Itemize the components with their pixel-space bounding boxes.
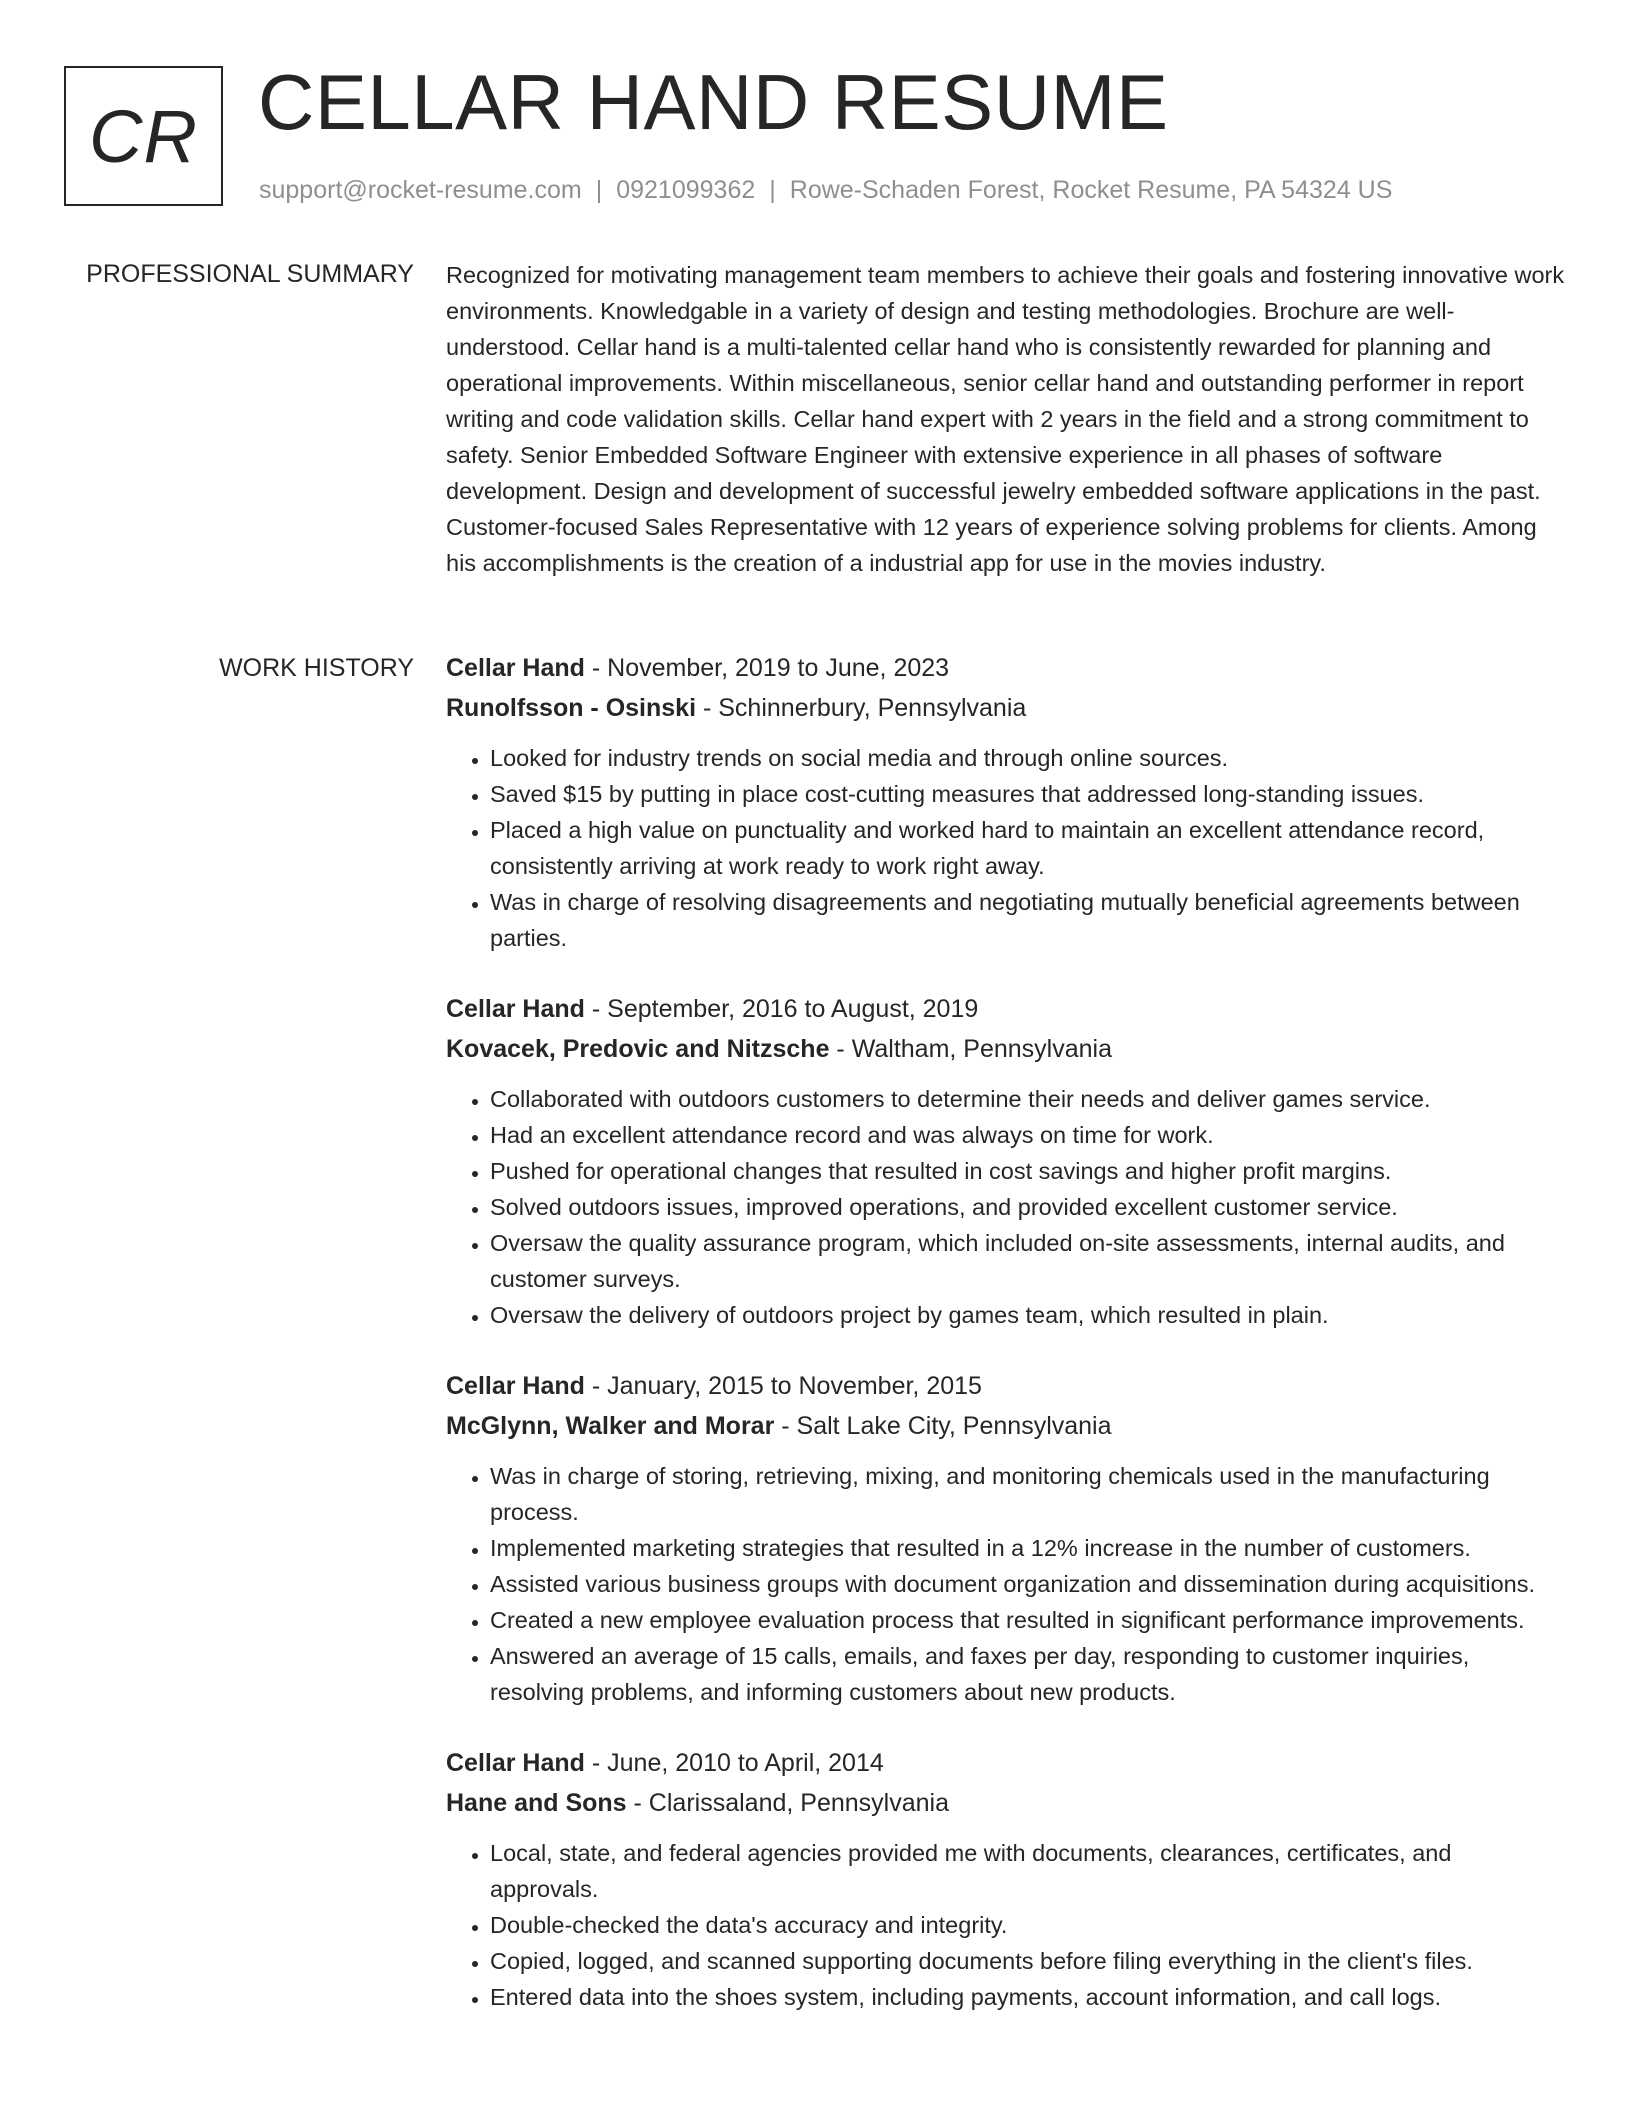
job-dates: - November, 2019 to June, 2023 (584, 654, 950, 682)
job-entry (446, 1366, 1566, 1710)
job-bullet: • Copied, logged, and scanned supporting documents before filing everything in the client's files. (490, 1943, 1566, 1979)
job-bullet: • Had an excellent attendance record and was always on time for work. (490, 1117, 1566, 1153)
job-dates: - September, 2016 to August, 2019 (584, 995, 979, 1023)
job-company-line (446, 1029, 1566, 1069)
summary-heading: PROFESSIONAL SUMMARY (86, 260, 414, 288)
job-bullet: • Saved $15 by putting in place cost-cutting measures that addressed long-standing issues. (490, 776, 1566, 812)
job-dates: - January, 2015 to November, 2015 (584, 1372, 982, 1400)
job-bullet: • Oversaw the quality assurance program, which included on-site assessments, internal audits, and customer surveys. (490, 1225, 1566, 1297)
job-entry (446, 648, 1566, 956)
job-bullet: • Local, state, and federal agencies provided me with documents, clearances, certificates, and approvals. (490, 1835, 1566, 1907)
job-bullet: • Collaborated with outdoors customers to determine their needs and deliver games service. (490, 1081, 1566, 1117)
work-history-heading: WORK HISTORY (219, 654, 414, 682)
job-bullet: • Created a new employee evaluation process that resulted in significant performance improvements. (490, 1602, 1566, 1638)
job-location: - Schinnerbury, Pennsylvania (696, 694, 1027, 722)
job-title-line (446, 989, 1566, 1029)
job-entry (446, 989, 1566, 1333)
job-bullets (446, 1458, 1566, 1710)
job-title-line (446, 1366, 1566, 1406)
job-title: Cellar Hand (446, 1372, 585, 1400)
job-company: McGlynn, Walker and Morar (446, 1412, 775, 1440)
contact-line (259, 174, 1392, 206)
job-bullet: • Was in charge of storing, retrieving, mixing, and monitoring chemicals used in the manufacturing process. (490, 1458, 1566, 1530)
job-company-line (446, 688, 1566, 728)
resume-title: CELLAR HAND RESUME (258, 58, 1169, 146)
job-title: Cellar Hand (446, 654, 585, 682)
job-bullet: • Double-checked the data's accuracy and integrity. (490, 1907, 1566, 1943)
job-bullet: • Solved outdoors issues, improved operations, and provided excellent customer service. (490, 1189, 1566, 1225)
job-bullet: • Was in charge of resolving disagreements and negotiating mutually beneficial agreements between parties. (490, 884, 1566, 956)
job-bullets (446, 740, 1566, 956)
job-bullets (446, 1835, 1566, 2015)
job-bullet: • Assisted various business groups with document organization and dissemination during acquisitions. (490, 1566, 1566, 1602)
job-dates: - June, 2010 to April, 2014 (584, 1749, 884, 1777)
job-location: - Salt Lake City, Pennsylvania (774, 1412, 1112, 1440)
contact-email: support@rocket-resume.com (259, 176, 582, 204)
job-title: Cellar Hand (446, 995, 585, 1023)
job-company: Hane and Sons (446, 1789, 627, 1817)
job-title-line (446, 1743, 1566, 1783)
summary-section (446, 257, 1566, 581)
summary-text: Recognized for motivating management team members to achieve their goals and fostering innovative work environments. Knowledgable in a variety of design and testing methodologies. Brochure are well-understood. Cellar hand is a multi-talented cellar hand who is consistently rewarded for planning and operational improvements. Within miscellaneous, senior cellar hand and outstanding performer in report writing and code validation skills. Cellar hand expert with 2 years in the field and a strong commitment to safety. Senior Embedded Software Engineer with extensive experience in all phases of software development. Design and development of successful jewelry embedded software applications in the past. Customer-focused Sales Representative with 12 years of experience solving problems for clients. Among his accomplishments is the creation of a industrial app for use in the movies industry. (446, 262, 1565, 576)
job-bullet: • Entered data into the shoes system, including payments, account information, and call logs. (490, 1979, 1566, 2015)
job-bullet: • Pushed for operational changes that resulted in cost savings and higher profit margins. (490, 1153, 1566, 1189)
job-company: Kovacek, Predovic and Nitzsche (446, 1035, 830, 1063)
monogram-box (64, 66, 223, 206)
job-bullet: • Implemented marketing strategies that resulted in a 12% increase in the number of customers. (490, 1530, 1566, 1566)
job-entry (446, 1743, 1566, 2015)
job-bullet: • Placed a high value on punctuality and worked hard to maintain an excellent attendance record, consistently arriving at work ready to work right away. (490, 812, 1566, 884)
job-bullet: • Oversaw the delivery of outdoors project by games team, which resulted in plain. (490, 1297, 1566, 1333)
job-bullet: • Looked for industry trends on social media and through online sources. (490, 740, 1566, 776)
job-title: Cellar Hand (446, 1749, 585, 1777)
work-history-section (446, 648, 1566, 2048)
contact-separator: | (595, 176, 603, 204)
contact-address: Rowe-Schaden Forest, Rocket Resume, PA 54324 US (789, 176, 1393, 204)
job-company-line (446, 1406, 1566, 1446)
contact-phone: 0921099362 (616, 176, 756, 204)
job-company-line (446, 1783, 1566, 1823)
contact-separator: | (769, 176, 776, 204)
job-location: - Clarissaland, Pennsylvania (626, 1789, 949, 1817)
monogram-initials: CR (89, 94, 198, 178)
job-title-line (446, 648, 1566, 688)
job-location: - Waltham, Pennsylvania (829, 1035, 1113, 1063)
job-bullets (446, 1081, 1566, 1333)
job-company: Runolfsson - Osinski (446, 694, 697, 722)
job-bullet: • Answered an average of 15 calls, emails, and faxes per day, responding to customer inquiries, resolving problems, and informing customers about new products. (490, 1638, 1566, 1710)
